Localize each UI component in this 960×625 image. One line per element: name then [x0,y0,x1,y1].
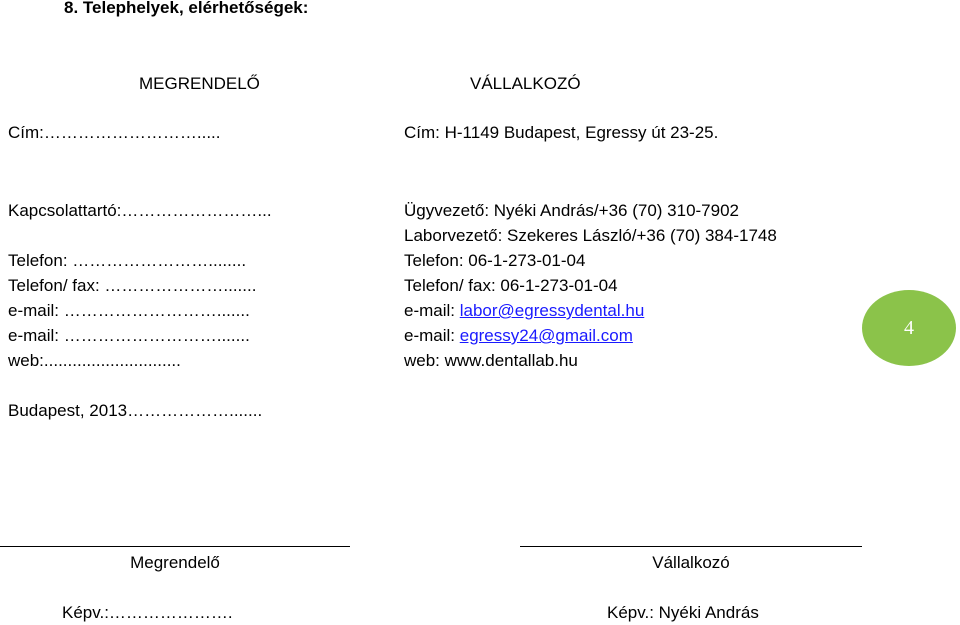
client-signature-line [0,546,350,547]
client-web: web:............................. [8,351,181,370]
contractor-email-1-link[interactable]: labor@egressydental.hu [459,301,645,320]
contractor-title: VÁLLALKOZÓ [470,74,581,93]
contractor-email-2-row [404,327,633,344]
client-phone: Telefon: ……………………........ [8,251,247,270]
contractor-phone: Telefon: 06-1-273-01-04 [404,251,586,270]
client-signature-label: Megrendelő [130,553,220,572]
client-title: MEGRENDELŐ [139,74,260,93]
client-phone-fax: Telefon/ fax: …………………....... [8,276,257,295]
contractor-phone-fax: Telefon/ fax: 06-1-273-01-04 [404,276,618,295]
page-number-badge [862,290,956,366]
contractor-email-2-link[interactable]: egressy24@gmail.com [459,326,633,345]
contractor-manager: Ügyvezető: Nyéki András/+36 (70) 310-7902 [404,201,740,220]
contractor-email-2-label: e-mail: [404,326,460,345]
client-email-1: e-mail: ………………………....... [8,301,250,320]
client-address: Cím:………………………..... [8,123,221,142]
contractor-email-1-label: e-mail: [404,301,460,320]
client-email-2: e-mail: ………………………....... [8,326,250,345]
contractor-signature-label: Vállalkozó [652,553,730,572]
contractor-address: Cím: H-1149 Budapest, Egressy út 23-25. [404,123,719,142]
client-date: Budapest, 2013………………....... [8,401,263,420]
section-heading: 8. Telephelyek, elérhetőségek: [64,0,309,17]
contractor-email-1-row [404,302,644,319]
contractor-lab-manager: Laborvezető: Szekeres László/+36 (70) 384-1748 [404,226,777,245]
client-contact: Kapcsolattartó:……………………... [8,201,272,220]
contractor-web: web: www.dentallab.hu [404,351,578,370]
page-number: 4 [904,316,914,339]
client-representative: Képv.:…………………. [62,603,233,622]
contractor-representative: Képv.: Nyéki András [607,603,759,622]
contractor-signature-line [520,546,862,547]
